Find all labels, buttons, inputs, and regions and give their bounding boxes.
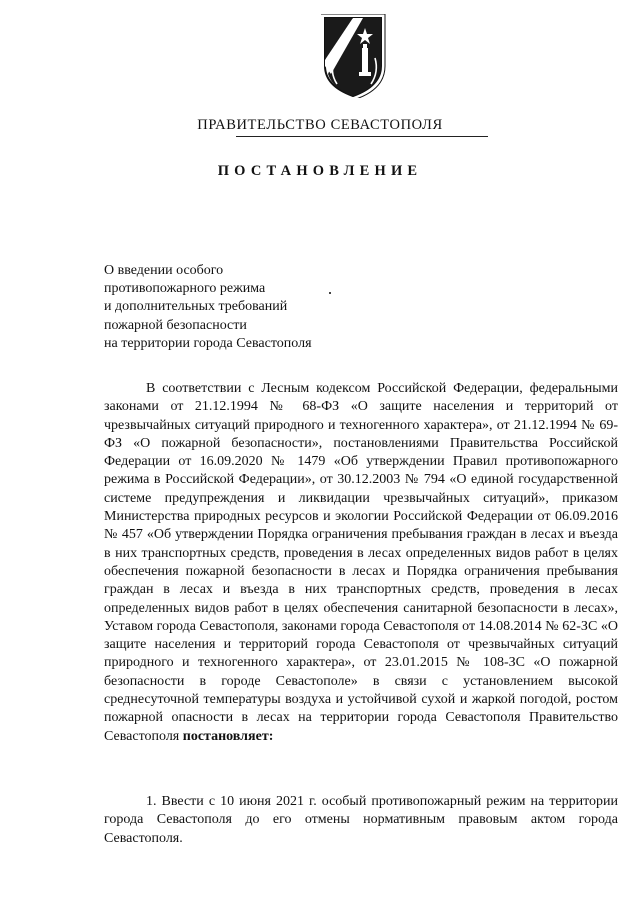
document-type-heading: ПОСТАНОВЛЕНИЕ — [217, 163, 423, 179]
document-subject — [104, 262, 384, 353]
decree-point-1: 1. Ввести с 10 июня 2021 г. особый противопожарный режим на территории города Севастополя до его отмены нормативным правовым актом города Севастополя. — [104, 794, 618, 846]
subject-line: на территории города Севастополя — [104, 335, 312, 351]
subject-line: противопожарного режима — [104, 281, 266, 297]
organization-title: ПРАВИТЕЛЬСТВО СЕВАСТОПОЛЯ — [197, 117, 443, 133]
title-underline — [236, 136, 488, 137]
scan-speck — [329, 292, 331, 294]
subject-line: и дополнительных требований — [104, 299, 288, 315]
preamble-text: В соответствии с Лесным кодексом Российской Федерации, федеральными законами от 21.12.1994 № 68-ФЗ «О защите населения и территорий от чрезвычайных ситуаций природного и техногенного характера», от 21.12.1994 № 69-ФЗ «О пожарной безопасности», постановлениями Правительства Российской Федерации от 16.09.2020 № 1479 «Об утверждении Правил противопожарного режима в Российской Федерации», от 30.12.2003 № 794 «О единой государственной системе предупреждения и ликвидации чрезвычайных ситуаций», приказом Министерства природных ресурсов и экологии Российской Федерации от 06.09.2016 № 457 «Об утверждении Порядка ограничения пребывания граждан в лесах и въезда в них транспортных средств, проведения в лесах определенных видов работ в целях обеспечения пожарной безопасности в лесах и Порядка ограничения пребывания граждан в лесах и въезда в них транспортных средств, проведения в лесах определенных видов работ в целях обеспечения санитарной безопасности в лесах», Уставом города Севастополя, законами города Севастополя от 14.08.2014 № 62-ЗС «О защите населения и территорий города Севастополя от чрезвычайных ситуаций природного и техногенного характера», от 23.01.2015 № 108-ЗС «О пожарной безопасности в городе Севастополе» в связи с установлением высокой среднесуточной температуры воздуха и устойчивой сухой и жаркой погодой, ростом пожарной опасности в лесах на территории города Севастополя Правительство Севастополя — [104, 381, 618, 744]
subject-line: пожарной безопасности — [104, 317, 247, 333]
coat-of-arms-emblem — [319, 14, 387, 98]
preamble-paragraph — [104, 380, 618, 746]
subject-line: О введении особого — [104, 263, 224, 278]
decree-word: постановляет: — [182, 728, 274, 744]
